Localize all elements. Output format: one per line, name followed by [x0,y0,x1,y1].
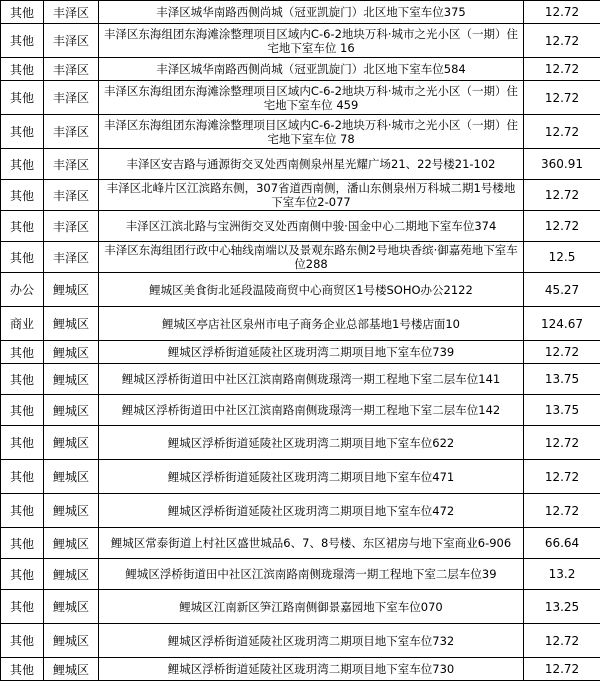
table-row [1,180,600,211]
area-cell: 12.5 [524,242,600,273]
district-cell: 鲤城区 [44,273,99,307]
type-cell: 其他 [1,364,44,395]
district-cell: 丰泽区 [44,180,99,211]
location-cell: 鲤城区浮桥街道延陵社区珑玥湾二期项目地下室车位472 [99,494,524,528]
area-cell: 12.72 [524,494,600,528]
district-cell: 鲤城区 [44,341,99,364]
table-row [1,590,600,624]
type-cell: 其他 [1,24,44,58]
table-row [1,341,600,364]
district-cell: 鲤城区 [44,658,99,681]
table-row [1,559,600,590]
type-cell: 其他 [1,395,44,426]
type-cell: 其他 [1,341,44,364]
location-cell: 鲤城区常泰街道上村社区盛世城品6、7、8号楼、东区裙房与地下室商业6-906 [99,528,524,559]
table-row [1,211,600,242]
district-cell: 鲤城区 [44,426,99,460]
location-cell: 鲤城区浮桥街道田中社区江滨南路南侧珑璟湾一期工程地下室二层车位141 [99,364,524,395]
type-cell: 其他 [1,528,44,559]
area-cell: 12.72 [524,1,600,24]
district-cell: 鲤城区 [44,559,99,590]
location-cell: 鲤城区浮桥街道田中社区江滨南路南侧珑璟湾一期工程地下室二层车位142 [99,395,524,426]
location-cell: 丰泽区东海组团东海滩涂整理项目区域内C-6-2地块万科·城市之光小区（一期）住宅地下室车位 459 [99,81,524,115]
table-row [1,242,600,273]
type-cell: 其他 [1,242,44,273]
table-row [1,1,600,24]
area-cell: 12.72 [524,211,600,242]
area-cell: 12.72 [524,81,600,115]
area-cell: 12.72 [524,180,600,211]
location-cell: 丰泽区江滨北路与宝洲街交叉处西南侧中骏·国金中心二期地下室车位374 [99,211,524,242]
location-cell: 鲤城区浮桥街道延陵社区珑玥湾二期项目地下室车位622 [99,426,524,460]
type-cell: 其他 [1,658,44,681]
table-row [1,81,600,115]
location-cell: 鲤城区江南新区笋江路南侧御景嘉园地下室车位070 [99,590,524,624]
type-cell: 其他 [1,426,44,460]
location-cell: 鲤城区浮桥街道延陵社区珑玥湾二期项目地下室车位730 [99,658,524,681]
location-cell: 丰泽区安吉路与通源街交叉处西南侧泉州星光耀广场21、22号楼21-102 [99,149,524,180]
area-cell: 12.72 [524,658,600,681]
area-cell: 12.72 [524,58,600,81]
area-cell: 124.67 [524,307,600,341]
location-cell: 鲤城区亭店社区泉州市电子商务企业总部基地1号楼店面10 [99,307,524,341]
table-row [1,149,600,180]
district-cell: 丰泽区 [44,24,99,58]
district-cell: 鲤城区 [44,364,99,395]
table-row [1,460,600,494]
table-row [1,307,600,341]
table-row [1,528,600,559]
type-cell: 商业 [1,307,44,341]
area-cell: 12.72 [524,24,600,58]
type-cell: 其他 [1,58,44,81]
area-cell: 66.64 [524,528,600,559]
table-row [1,426,600,460]
table-row [1,624,600,658]
location-cell: 丰泽区东海组团东海滩涂整理项目区域内C-6-2地块万科·城市之光小区（一期）住宅地下室车位 78 [99,115,524,149]
area-cell: 12.72 [524,624,600,658]
location-cell: 鲤城区浮桥街道延陵社区珑玥湾二期项目地下室车位471 [99,460,524,494]
area-cell: 13.25 [524,590,600,624]
type-cell: 其他 [1,624,44,658]
type-cell: 其他 [1,81,44,115]
area-cell: 13.75 [524,364,600,395]
type-cell: 其他 [1,211,44,242]
district-cell: 鲤城区 [44,307,99,341]
area-cell: 12.72 [524,115,600,149]
location-cell: 丰泽区东海组团东海滩涂整理项目区域内C-6-2地块万科·城市之光小区（一期）住宅地下室车位 16 [99,24,524,58]
district-cell: 丰泽区 [44,58,99,81]
area-cell: 12.72 [524,460,600,494]
table-row [1,24,600,58]
location-cell: 鲤城区美食街北延段温陵商贸中心商贸区1号楼SOHO办公2122 [99,273,524,307]
table-row [1,273,600,307]
type-cell: 其他 [1,149,44,180]
district-cell: 丰泽区 [44,149,99,180]
table-row [1,364,600,395]
table-row [1,494,600,528]
type-cell: 其他 [1,460,44,494]
type-cell: 其他 [1,559,44,590]
type-cell: 其他 [1,590,44,624]
district-cell: 鲤城区 [44,494,99,528]
location-cell: 鲤城区浮桥街道延陵社区珑玥湾二期项目地下室车位732 [99,624,524,658]
district-cell: 鲤城区 [44,460,99,494]
area-cell: 360.91 [524,149,600,180]
location-cell: 丰泽区城华南路西侧尚城（冠亚凯旋门）北区地下室车位584 [99,58,524,81]
type-cell: 其他 [1,180,44,211]
table-row [1,658,600,681]
district-cell: 鲤城区 [44,395,99,426]
district-cell: 丰泽区 [44,1,99,24]
type-cell: 办公 [1,273,44,307]
district-cell: 丰泽区 [44,115,99,149]
district-cell: 丰泽区 [44,242,99,273]
type-cell: 其他 [1,1,44,24]
area-cell: 12.72 [524,426,600,460]
type-cell: 其他 [1,115,44,149]
table-row [1,395,600,426]
area-cell: 45.27 [524,273,600,307]
location-cell: 丰泽区东海组团行政中心轴线南端以及景观东路东侧2号地块香缤·御嘉苑地下室车位288 [99,242,524,273]
location-cell: 丰泽区城华南路西侧尚城（冠亚凯旋门）北区地下室车位375 [99,1,524,24]
district-cell: 鲤城区 [44,590,99,624]
area-cell: 13.75 [524,395,600,426]
district-cell: 鲤城区 [44,624,99,658]
location-cell: 丰泽区北峰片区江滨路东侧，307省道西南侧，潘山东侧泉州万科城二期1号楼地下室车位2-077 [99,180,524,211]
location-cell: 鲤城区浮桥街道田中社区江滨南路南侧珑璟湾一期工程地下室二层车位39 [99,559,524,590]
area-cell: 13.2 [524,559,600,590]
table-row [1,58,600,81]
area-cell: 12.72 [524,341,600,364]
district-cell: 丰泽区 [44,81,99,115]
table-row [1,115,600,149]
location-cell: 鲤城区浮桥街道延陵社区珑玥湾二期项目地下室车位739 [99,341,524,364]
district-cell: 鲤城区 [44,528,99,559]
type-cell: 其他 [1,494,44,528]
district-cell: 丰泽区 [44,211,99,242]
